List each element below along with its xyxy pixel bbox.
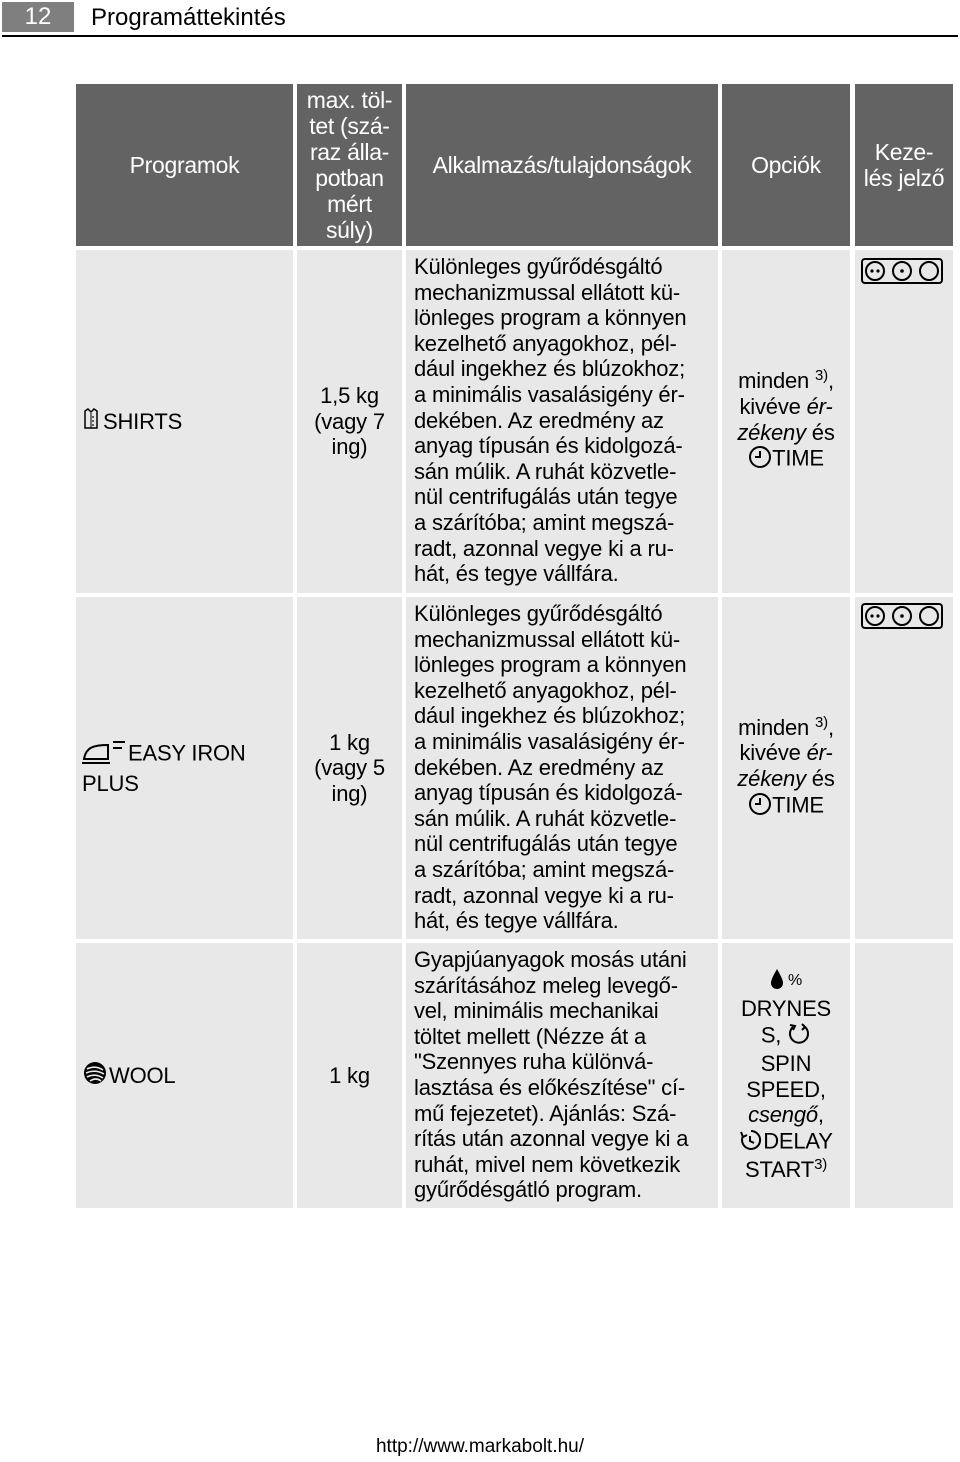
row-wool-load: 1 kg xyxy=(297,943,402,1208)
spin-icon xyxy=(787,1022,811,1052)
drop-percent-icon xyxy=(768,968,804,996)
program-name: WOOL xyxy=(109,1062,176,1088)
wool-icon xyxy=(82,1060,108,1092)
page-header xyxy=(0,0,960,38)
header-programs: Programok xyxy=(76,84,293,246)
row-easy-iron-indicator xyxy=(855,597,953,939)
row-easy-iron-program xyxy=(76,597,293,939)
header-options: Opciók xyxy=(722,84,850,246)
options-text: minden $^{3)}$, kivéve ér- zékeny és TIME xyxy=(737,715,834,821)
care-indicator-icon xyxy=(861,603,943,635)
header-application: Alkalmazás/tulajdonságok xyxy=(406,84,718,246)
care-indicator-icon xyxy=(861,258,943,290)
row-easy-iron-description: Különleges gyűrődésgáltó mechanizmussal ellátott kü- lönleges program a könnyen kezelhető anyagokhoz, pél- dául ingekhez és blúzokhoz; a minimális vasalásigény ér- dekében. Az eredmény az anyag típusán és kidolgozá- sán múlik. A ruhát közvetle- nül centrifugálás után tegye a szárítóba; amint megszá- radt, azonnal vegye ki a ru- hát, és tegye vállfára. xyxy=(406,597,718,939)
row-shirts-indicator xyxy=(855,250,953,593)
row-easy-iron-load: 1 kg (vagy 5 ing) xyxy=(297,597,402,939)
row-easy-iron-options xyxy=(722,597,850,939)
options-text: % DRYNES S, SPIN SPEED, csengő, DELAY START$^{3)}$ xyxy=(739,968,833,1183)
footer-url: http://www.markabolt.hu/ xyxy=(375,1436,585,1457)
row-wool-indicator xyxy=(855,943,953,1208)
row-shirts-options xyxy=(722,250,850,593)
row-shirts-description: Különleges gyűrődésgáltó mechanizmussal ellátott kü- lönleges program a könnyen kezelhető anyagokhoz, pél- dául ingekhez és blúzokhoz; a minimális vasalásigény ér- dekében. Az eredmény az anyag típusán és kidolgozá- sán múlik. A ruhát közvetle- nül centrifugálás után tegye a szárítóba; amint megszá- radt, azonnal vegye ki a ru- hát, és tegye vállfára. xyxy=(406,250,718,593)
row-shirts-load: 1,5 kg (vagy 7 ing) xyxy=(297,250,402,593)
row-shirts-program xyxy=(76,250,293,593)
row-wool-options xyxy=(722,943,850,1208)
clock-icon xyxy=(748,445,772,475)
row-wool-description: Gyapjúanyagok mosás utáni szárításához meleg levegő- vel, minimális mechanikai töltet mellett (Nézze át a "Szennyes ruha különvá- lasztása és előkészítése" cí- mű fejezetet). Ajánlás: Szá- rítás után azonnal vegye ki a ruhát, mivel nem következik gyűrődésgátló program. xyxy=(406,943,718,1208)
iron-icon xyxy=(82,739,126,771)
header-rule xyxy=(2,35,958,37)
options-text: minden $^{3)}$, kivéve ér- zékeny és TIME xyxy=(737,368,834,474)
clock-icon xyxy=(748,792,772,822)
header-max-load: max. töl- tet (szá- raz álla- potban mért súly) xyxy=(297,84,402,246)
header-indicator: Keze- lés jelző xyxy=(855,84,953,246)
row-wool-program xyxy=(76,943,293,1208)
page-number: 12 xyxy=(2,2,74,32)
program-name: EASY IRON PLUS xyxy=(82,741,246,796)
svg-text:%: % xyxy=(787,972,803,990)
shirt-icon xyxy=(82,408,100,436)
program-name: SHIRTS xyxy=(103,408,183,434)
page-title: Programáttekintés xyxy=(91,4,286,31)
delay-start-icon xyxy=(739,1128,763,1158)
